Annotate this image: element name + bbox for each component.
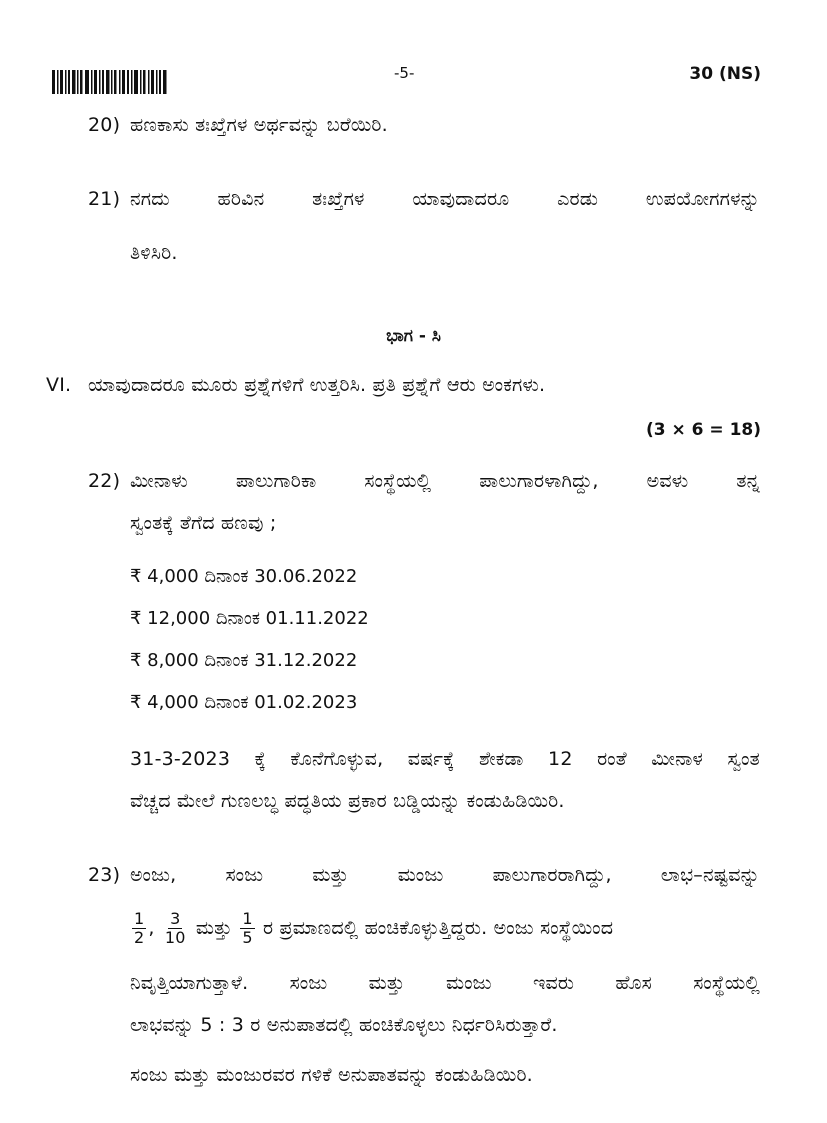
fraction	[132, 910, 146, 947]
fraction	[163, 910, 188, 947]
word: ವರ್ಷಕ್ಕೆ	[407, 748, 455, 770]
word: ಪಾಲುಗಾರಳಾಗಿದ್ದು,	[479, 470, 599, 492]
drawing-entry: ₹ 4,000 ದಿನಾಂಕ 01.02.2023	[130, 692, 358, 713]
drawing-entry: ₹ 12,000 ದಿನಾಂಕ 01.11.2022	[130, 608, 369, 629]
question-22-line1	[130, 470, 760, 492]
word: ತಃಖ್ತೆಗಳ	[312, 188, 365, 210]
word: ಹೊಸ	[615, 972, 652, 994]
word: ಅವಳು	[646, 470, 689, 492]
question-21-line2: ತಿಳಿಸಿರಿ.	[130, 242, 178, 264]
question-21-line1	[130, 188, 760, 210]
word: 12	[548, 748, 573, 770]
question-23-line2	[130, 910, 613, 947]
barcode	[52, 70, 168, 94]
numerator: 3	[170, 909, 181, 928]
word: ಇವರು	[532, 972, 575, 994]
denominator: 5	[242, 928, 253, 947]
word: 31-3-2023	[130, 748, 231, 770]
word: ಕ್ಕೆ	[254, 748, 266, 770]
numerator: 1	[242, 909, 253, 928]
question-21-number: 21)	[88, 188, 121, 210]
drawing-entry: ₹ 4,000 ದಿನಾಂಕ 30.06.2022	[130, 566, 358, 587]
and-word: ಮತ್ತು	[195, 917, 233, 939]
question-20-number: 20)	[88, 114, 121, 136]
word: ಎರಡು	[557, 188, 599, 210]
word: ಉಪಯೋಗಗಳನ್ನು	[645, 188, 760, 210]
word: ನಿವೃತ್ತಿಯಾಗುತ್ತಾಳೆ.	[130, 972, 249, 994]
question-23-line3	[130, 972, 760, 994]
word: ಪಾಲುಗಾರಿಕಾ	[235, 470, 317, 492]
drawing-entry: ₹ 8,000 ದಿನಾಂಕ 31.12.2022	[130, 650, 358, 671]
word: ಸ್ವಂತ	[727, 748, 760, 770]
question-20-text: ಹಣಕಾಸು ತಃಖ್ತೆಗಳ ಅರ್ಥವನ್ನು ಬರೆಯಿರಿ.	[130, 114, 388, 136]
question-22-number: 22)	[88, 470, 121, 492]
word: ಮೀನಾಳು	[130, 470, 188, 492]
page-number: -5-	[394, 64, 415, 82]
section-marks: (3 × 6 = 18)	[645, 420, 761, 440]
question-23-line1	[130, 864, 760, 886]
denominator: 10	[164, 928, 186, 947]
word: ಸಂಜು	[289, 972, 328, 994]
word: ಮತ್ತು	[368, 972, 405, 994]
word: ಸಂಸ್ಥೆಯಲ್ಲಿ	[693, 972, 760, 994]
question-22-line2: ಸ್ವಂತಕ್ಕೆ ತೆಗೆದ ಹಣವು ;	[130, 512, 277, 534]
numerator: 1	[134, 909, 145, 928]
denominator: 2	[134, 928, 145, 947]
word: ಮತ್ತು	[312, 864, 349, 886]
question-23-line4: ಲಾಭವನ್ನು 5 : 3 ರ ಅನುಪಾತದಲ್ಲಿ ಹಂಚಿಕೊಳ್ಳಲು ನಿರ್ಧರಿಸಿರುತ್ತಾರೆ.	[130, 1014, 558, 1036]
word: ಯಾವುದಾದರೂ	[412, 188, 510, 210]
word: ಮೀನಾಳ	[651, 748, 704, 770]
word: ತನ್ನ	[736, 470, 760, 492]
question-22-para-line1	[130, 748, 760, 770]
word: ಕೊನೆಗೊಳ್ಳುವ,	[290, 748, 384, 770]
word: ಸಂಜು	[225, 864, 264, 886]
word: ಮಂಜು	[397, 864, 444, 886]
question-23-number: 23)	[88, 864, 121, 886]
question-22-para-line2: ವೆಚ್ಚದ ಮೇಲೆ ಗುಣಲಬ್ಧ ಪದ್ಧತಿಯ ಪ್ರಕಾರ ಬಡ್ಡಿಯನ್ನು ಕಂಡುಹಿಡಿಯಿರಿ.	[130, 790, 565, 812]
section-instruction: ಯಾವುದಾದರೂ ಮೂರು ಪ್ರಶ್ನೆಗಳಿಗೆ ಉತ್ತರಿಸಿ. ಪ್ರತಿ ಪ್ರಶ್ನೆಗೆ ಆರು ಅಂಕಗಳು.	[88, 374, 546, 396]
comma: ,	[148, 917, 155, 939]
word: ಹರಿವಿನ	[217, 188, 265, 210]
word: ಶೇಕಡಾ	[478, 748, 524, 770]
word: ಪಾಲುಗಾರರಾಗಿದ್ದು,	[492, 864, 612, 886]
word: ಸಂಸ್ಥೆಯಲ್ಲಿ	[364, 470, 432, 492]
paper-code: 30 (NS)	[689, 64, 761, 84]
word: ರಂತೆ	[597, 748, 627, 770]
line2-rest: ರ ಪ್ರಮಾಣದಲ್ಲಿ ಹಂಚಿಕೊಳ್ಳುತ್ತಿದ್ದರು. ಅಂಜು ಸಂಸ್ಥೆಯಿಂದ	[263, 917, 614, 939]
word: ನಗದು	[130, 188, 170, 210]
section-number: VI.	[46, 374, 72, 396]
question-23-line5: ಸಂಜು ಮತ್ತು ಮಂಜುರವರ ಗಳಿಕೆ ಅನುಪಾತವನ್ನು ಕಂಡುಹಿಡಿಯಿರಿ.	[130, 1064, 533, 1086]
word: ಅಂಜು,	[130, 864, 177, 886]
fraction	[240, 910, 254, 947]
word: ಲಾಭ–ನಷ್ಟವನ್ನು	[660, 864, 760, 886]
section-title: ಭಾಗ - ಸಿ	[386, 326, 441, 346]
word: ಮಂಜು	[446, 972, 492, 994]
